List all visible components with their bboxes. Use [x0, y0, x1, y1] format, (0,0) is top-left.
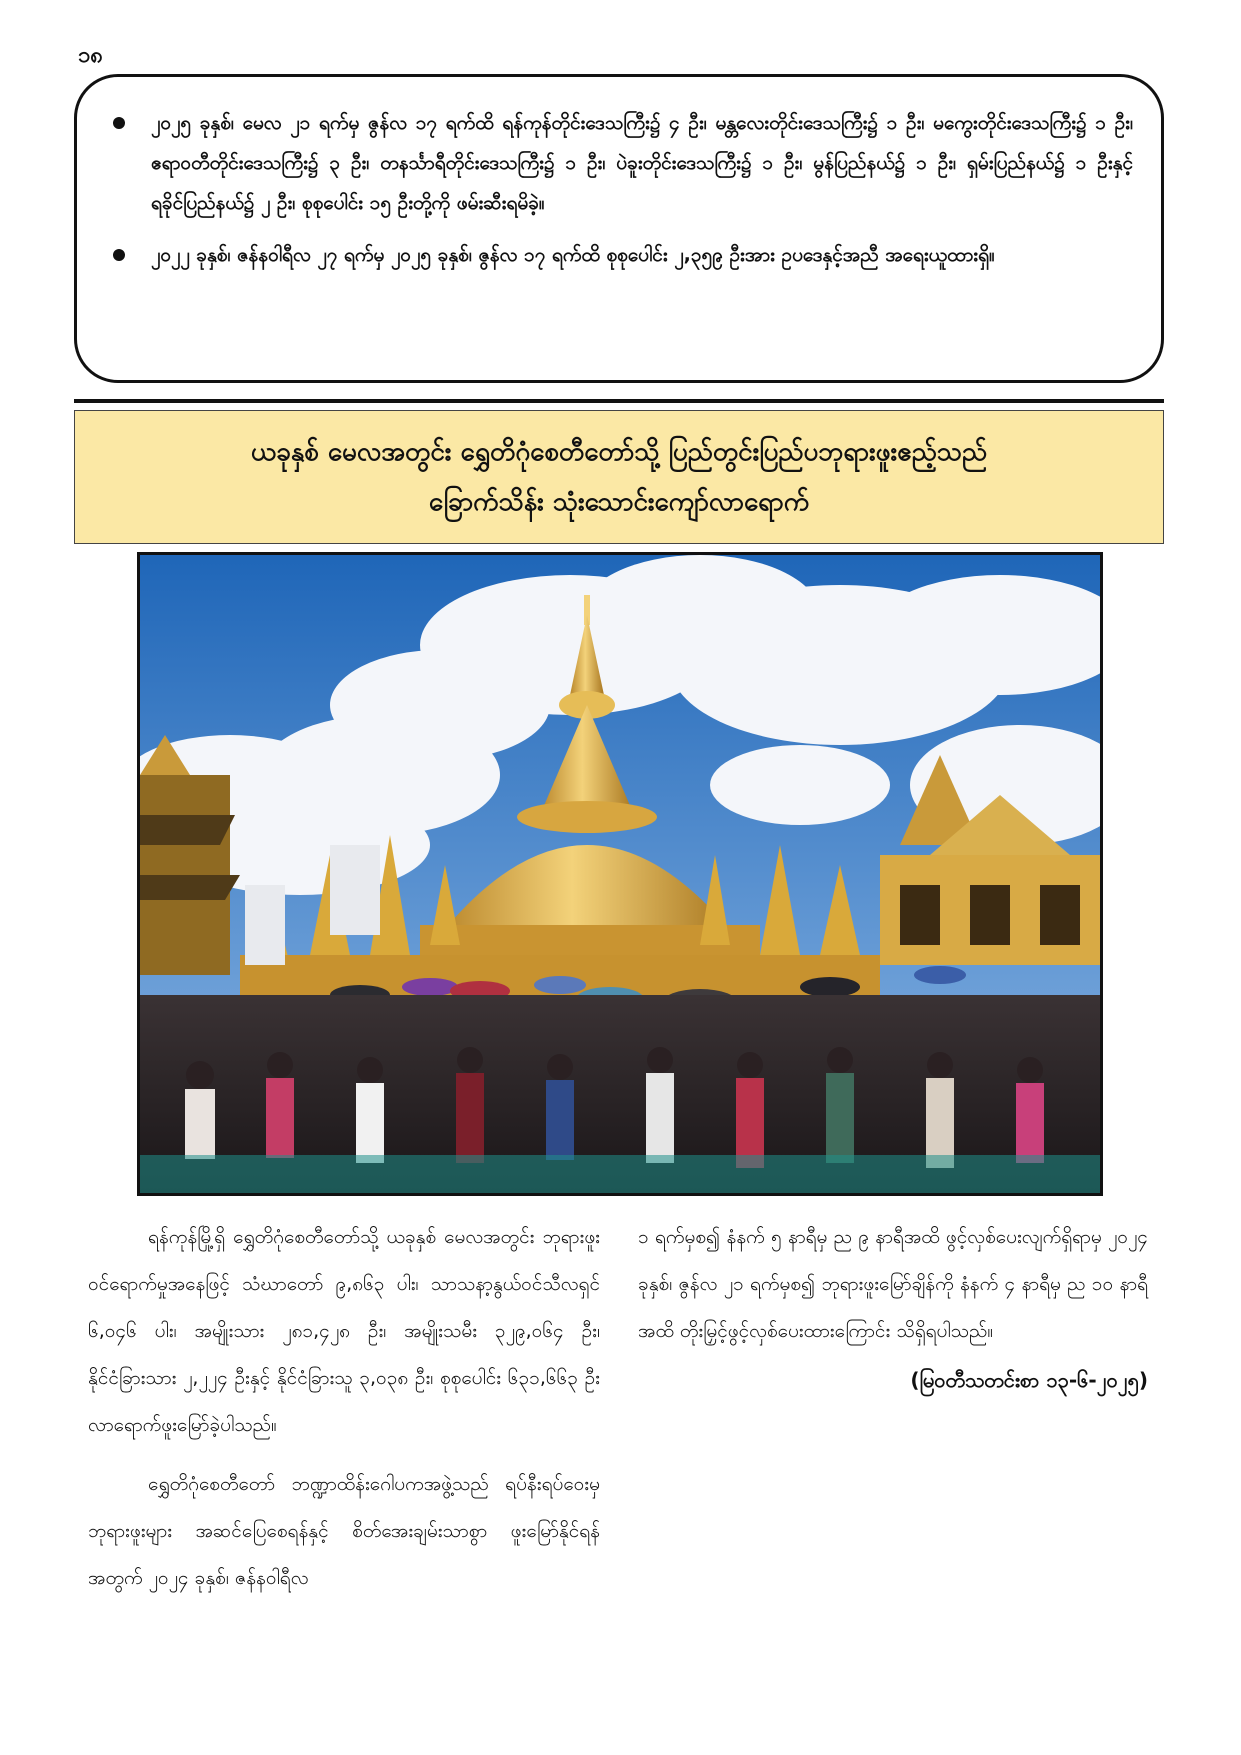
- article-column-right: [638, 1214, 1148, 1397]
- article-paragraph: ရွှေတိဂုံစေတီတော် ဘဏ္ဍာထိန်းဂေါပကအဖွဲ့သည် ရပ်နီးရပ်ဝေးမှ ဘုရားဖူးများ အဆင်ပြေစေရန်နှင့် စိတ်အေးချမ်းသာစွာ ဖူးမြော်နိုင်ရန်အတွက် ၂၀၂၄ ခုနှစ်၊ ဇန်နဝါရီလ: [88, 1473, 600, 1589]
- headline-line-1: ယခုနှစ် မေလအတွင်း ရွှေတိဂုံစေတီတော်သို့ ပြည်တွင်းပြည်ပဘုရားဖူးဧည့်သည်: [250, 437, 988, 467]
- headline-line-2: ခြောက်သိန်း သုံးသောင်းကျော်လာရောက်: [428, 487, 810, 517]
- article-photo: [137, 552, 1103, 1196]
- article-paragraph: ၁ ရက်မှစ၍ နံနက် ၅ နာရီမှ ည ၉ နာရီအထိ ဖွင့်လှစ်ပေးလျက်ရှိရာမှ ၂၀၂၄ ခုနှစ်၊ ဇွန်လ ၂၁ ရက်မှစ၍ ဘုရားဖူးမြော်ချိန်ကို နံနက် ၄ နာရီမှ ည ၁၀ နာရီအထိ တိုးမြှင့်ဖွင့်လှစ်ပေးထားကြောင်း သိရှိရပါသည်။: [638, 1226, 1148, 1342]
- pagoda-photo-illustration: [140, 555, 1100, 1193]
- bullet-item: [113, 103, 1133, 223]
- section-divider: [74, 399, 1164, 403]
- ground: [140, 1155, 1100, 1193]
- bullet-item: [113, 235, 1133, 275]
- bullet-dot-icon: [113, 117, 125, 129]
- article-source: (မြဝတီသတင်းစာ ၁၃-၆-၂၀၂၅): [910, 1368, 1148, 1392]
- article-column-left: [88, 1214, 600, 1614]
- article-paragraph: ရန်ကုန်မြို့ရှိ ရွှေတိဂုံစေတီတော်သို့ ယခုနှစ် မေလအတွင်း ဘုရားဖူးဝင်ရောက်မှုအနေဖြင့် သံဃာတော် ၉,၈၆၃ ပါး၊ သာသနာ့နွယ်ဝင်သီလရှင် ၆,၀၄၆ ပါး၊ အမျိုးသား ၂၈၁,၄၂၈ ဦး၊ အမျိုးသမီး ၃၂၉,၀၆၄ ဦး၊ နိုင်ငံခြားသား ၂,၂၂၄ ဦးနှင့် နိုင်ငံခြားသူ ၃,၀၃၈ ဦး၊ စုစုပေါင်း ၆၃၁,၆၆၃ ဦး လာရောက်ဖူးမြော်ခဲ့ပါသည်။: [88, 1226, 600, 1436]
- bullet-text: ၂၀၂၅ ခုနှစ်၊ မေလ ၂၁ ရက်မှ ဇွန်လ ၁၇ ရက်ထိ ရန်ကုန်တိုင်းဒေသကြီး၌ ၄ ဦး၊ မန္တလေးတိုင်းဒေသကြီး၌ ၁ ဦး၊ မကွေးတိုင်းဒေသကြီး၌ ၁ ဦး၊ ဧရာဝတီတိုင်းဒေသကြီး၌ ၃ ဦး၊ တနင်္သာရီတိုင်းဒေသကြီး၌ ၁ ဦး၊ ပဲခူးတိုင်းဒေသကြီး၌ ၁ ဦး၊ မွန်ပြည်နယ်၌ ၁ ဦး၊ ရှမ်းပြည်နယ်၌ ၁ ဦးနှင့် ရခိုင်ပြည်နယ်၌ ၂ ဦး၊ စုစုပေါင်း ၁၅ ဦးတို့ကို ဖမ်းဆီးရမိခဲ့။: [151, 112, 1133, 214]
- headline-box: [74, 410, 1164, 544]
- bullet-text: ၂၀၂၂ ခုနှစ်၊ ဇန်နဝါရီလ ၂၇ ရက်မှ ၂၀၂၅ ခုနှစ်၊ ဇွန်လ ၁၇ ရက်ထိ စုစုပေါင်း ၂,၃၅၉ ဦးအား ဥပဒေနှင့်အညီ အရေးယူထားရှိ။: [151, 244, 995, 266]
- bullet-dot-icon: [113, 249, 125, 261]
- summary-bullet-box: [74, 74, 1164, 383]
- page-number: ၁၈: [78, 43, 103, 68]
